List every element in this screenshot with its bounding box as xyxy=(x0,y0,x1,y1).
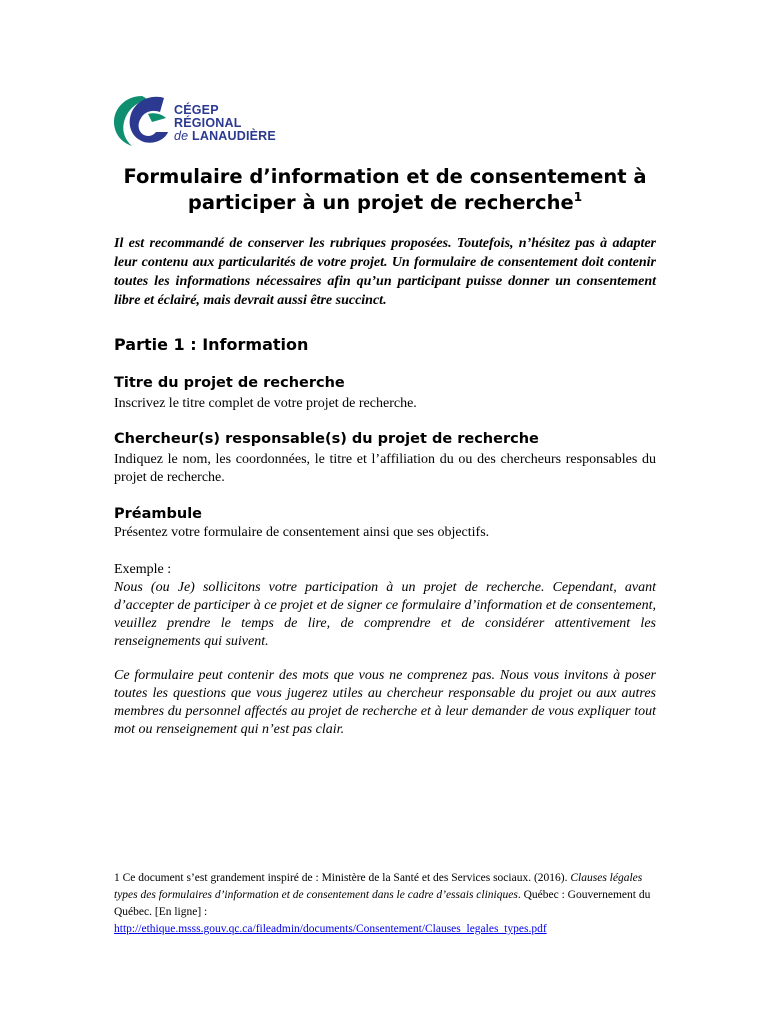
footnote-text-italic: Clauses légales types des formulaires d’information et de consentement dans le cadre d’essais cliniques xyxy=(114,872,643,901)
section-text-titre: Inscrivez le titre complet de votre projet de recherche. xyxy=(114,396,417,411)
title-line-2-text: participer à un projet de recherche xyxy=(187,191,574,214)
cegep-logo xyxy=(112,92,282,148)
example-paragraph-2: Ce formulaire peut contenir des mots que vous ne comprenez pas. Nous vous invitons à poser toutes les questions que vous jugerez utiles au chercheur responsable du projet ou aux autres membres du personnel affectés au projet de recherche et à leur demander de vous expliquer tout mot ou renseignement qui n’est pas clair. xyxy=(114,668,656,737)
footnote-text-start: 1 Ce document s’est grandement inspiré de : Ministère de la Santé et des Services sociaux. (2016). xyxy=(114,872,571,884)
intro-paragraph: Il est recommandé de conserver les rubriques proposées. Toutefois, n’hésitez pas à adapter leur contenu aux particularités de votre projet. Un formulaire de consentement doit contenir toutes les informations nécessaires afin qu’un participant puisse donner un consentement libre et éclairé, mais devrait aussi être succinct. xyxy=(114,236,656,308)
section-heading-titre: Titre du projet de recherche xyxy=(114,375,345,391)
section-text-preambule: Présentez votre formulaire de consentement ainsi que ses objectifs. xyxy=(114,525,490,540)
footnote-link[interactable]: http://ethique.msss.gouv.qc.ca/fileadmin/documents/Consentement/Clauses_legales_types.pdf xyxy=(114,923,547,935)
example-label: Exemple : xyxy=(114,562,172,577)
logo-line-2 xyxy=(174,130,282,143)
footnote xyxy=(114,870,656,938)
title-footnote-ref: 1 xyxy=(573,190,583,204)
title-line-1: Formulaire d’information et de consentement à xyxy=(123,165,647,188)
footnote-text-end: . Québec : Gouvernement du Québec. [En ligne] : xyxy=(114,889,651,918)
example-paragraph-1: Nous (ou Je) sollicitons votre participation à un projet de recherche. Cependant, avant d’accepter de participer à ce projet et de signer ce formulaire d’information et de consentement, veuillez prendre le temps de lire, de comprendre et de considérer attentivement les renseignements qui suivent. xyxy=(114,580,656,649)
logo-wordmark xyxy=(174,104,282,143)
logo-line-2-prefix: de xyxy=(174,129,189,143)
section-text-chercheurs: Indiquez le nom, les coordonnées, le titre et l’affiliation du ou des chercheurs responsables du projet de recherche. xyxy=(114,452,656,485)
part-1-heading: Partie 1 : Information xyxy=(114,335,309,354)
section-heading-chercheurs: Chercheur(s) responsable(s) du projet de recherche xyxy=(114,431,539,447)
logo-line-1: CÉGEP RÉGIONAL xyxy=(174,103,242,130)
logo-line-2-main: LANAUDIÈRE xyxy=(192,129,276,143)
document-title xyxy=(100,164,670,216)
section-heading-preambule: Préambule xyxy=(114,506,203,522)
cegep-emblem-icon xyxy=(112,92,170,148)
title-line-2 xyxy=(100,190,670,216)
